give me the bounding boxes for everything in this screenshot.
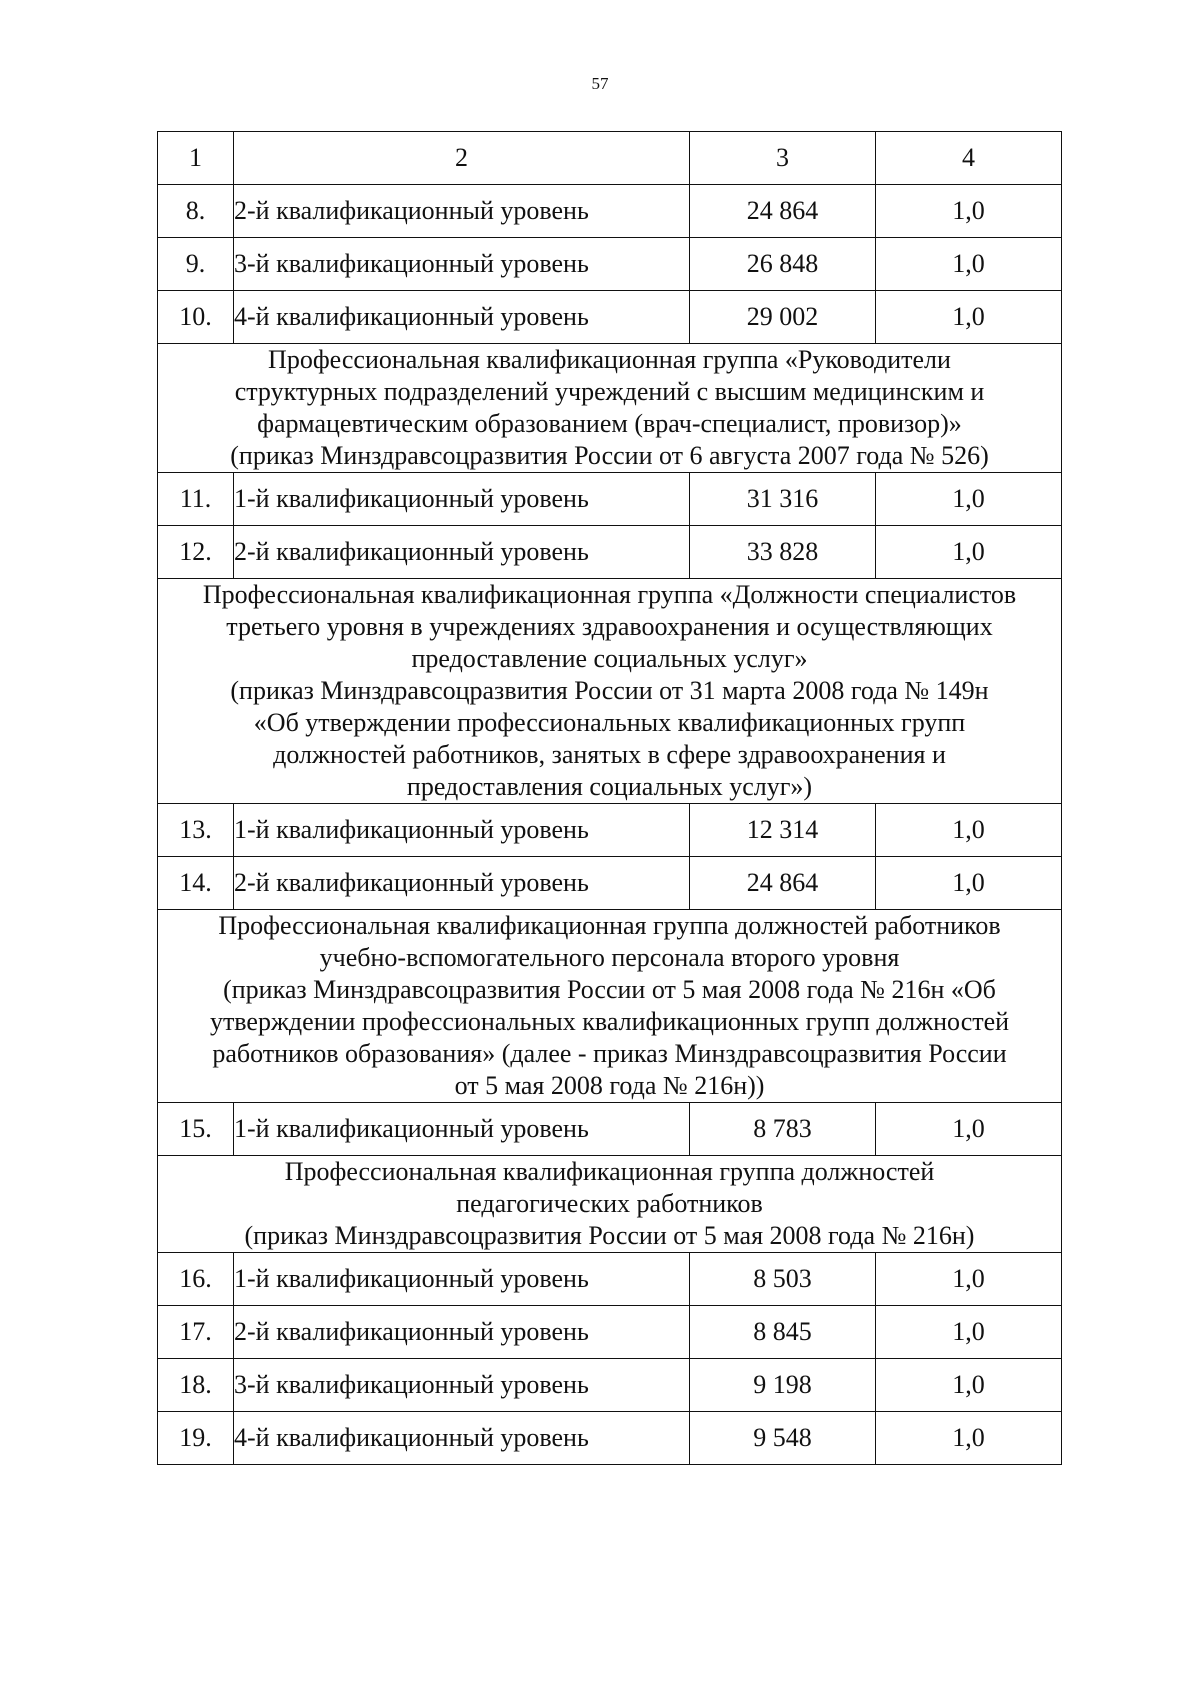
group-heading-line: структурных подразделений учреждений с высшим медицинским и — [234, 377, 985, 406]
table-row — [158, 857, 1062, 910]
row-level-name: 1-й квалификационный уровень — [234, 804, 690, 857]
group-heading-line: учебно-вспомогательного персонала второго уровня — [319, 943, 900, 972]
group-heading — [158, 579, 1062, 804]
table-row — [158, 804, 1062, 857]
table-body — [158, 132, 1062, 1465]
header-row — [158, 132, 1062, 185]
table-row — [158, 473, 1062, 526]
row-number: 8. — [158, 185, 234, 238]
group-heading — [158, 910, 1062, 1103]
row-coefficient: 1,0 — [876, 1103, 1062, 1156]
header-cell-2: 2 — [234, 132, 690, 185]
row-coefficient: 1,0 — [876, 185, 1062, 238]
row-coefficient: 1,0 — [876, 291, 1062, 344]
row-salary-value: 31 316 — [690, 473, 876, 526]
row-coefficient: 1,0 — [876, 1412, 1062, 1465]
row-level-name: 2-й квалификационный уровень — [234, 185, 690, 238]
group-heading-line: «Об утверждении профессиональных квалификационных групп — [253, 708, 966, 737]
group-heading-line: Профессиональная квалификационная группа должностей работников — [218, 911, 1001, 940]
row-number: 18. — [158, 1359, 234, 1412]
row-coefficient: 1,0 — [876, 1306, 1062, 1359]
row-salary-value: 9 548 — [690, 1412, 876, 1465]
group-heading-line: (приказ Минздравсоцразвития России от 5 мая 2008 года № 216н) — [244, 1221, 975, 1250]
table-row — [158, 238, 1062, 291]
group-heading-line: Профессиональная квалификационная группа «Должности специалистов — [202, 580, 1017, 609]
group-heading-line: третьего уровня в учреждениях здравоохранения и осуществляющих — [226, 612, 993, 641]
group-heading-line: предоставление социальных услуг» — [411, 644, 808, 673]
row-coefficient: 1,0 — [876, 473, 1062, 526]
row-level-name: 3-й квалификационный уровень — [234, 238, 690, 291]
row-coefficient: 1,0 — [876, 804, 1062, 857]
header-cell-3: 3 — [690, 132, 876, 185]
header-cell-1: 1 — [158, 132, 234, 185]
row-salary-value: 8 783 — [690, 1103, 876, 1156]
row-number: 15. — [158, 1103, 234, 1156]
row-salary-value: 8 845 — [690, 1306, 876, 1359]
table-row — [158, 526, 1062, 579]
row-number: 12. — [158, 526, 234, 579]
row-salary-value: 24 864 — [690, 185, 876, 238]
header-cell-4: 4 — [876, 132, 1062, 185]
row-number: 14. — [158, 857, 234, 910]
row-coefficient: 1,0 — [876, 857, 1062, 910]
row-coefficient: 1,0 — [876, 1359, 1062, 1412]
row-number: 13. — [158, 804, 234, 857]
row-salary-value: 26 848 — [690, 238, 876, 291]
group-heading-line: педагогических работников — [456, 1189, 763, 1218]
row-salary-value: 24 864 — [690, 857, 876, 910]
group-heading-line: фармацевтическим образованием (врач-специалист, провизор)» — [257, 409, 962, 438]
row-salary-value: 8 503 — [690, 1253, 876, 1306]
group-heading-line: (приказ Минздравсоцразвития России от 5 мая 2008 года № 216н «Об — [223, 975, 996, 1004]
row-number: 9. — [158, 238, 234, 291]
row-level-name: 3-й квалификационный уровень — [234, 1359, 690, 1412]
table-row — [158, 1412, 1062, 1465]
row-number: 17. — [158, 1306, 234, 1359]
row-level-name: 2-й квалификационный уровень — [234, 857, 690, 910]
row-level-name: 4-й квалификационный уровень — [234, 291, 690, 344]
row-level-name: 1-й квалификационный уровень — [234, 1253, 690, 1306]
row-salary-value: 12 314 — [690, 804, 876, 857]
group-heading-line: Профессиональная квалификационная группа «Руководители — [268, 345, 951, 374]
page-number: 57 — [591, 74, 609, 93]
group-heading — [158, 1156, 1062, 1253]
group-heading-line: работников образования» (далее - приказ Минздравсоцразвития России — [212, 1039, 1007, 1068]
group-heading-line: Профессиональная квалификационная группа должностей — [284, 1157, 935, 1186]
group-heading-line: должностей работников, занятых в сфере здравоохранения и — [273, 740, 946, 769]
table-row — [158, 185, 1062, 238]
group-heading-line: предоставления социальных услуг») — [406, 772, 813, 801]
row-number: 16. — [158, 1253, 234, 1306]
table-row — [158, 1359, 1062, 1412]
group-heading-line: от 5 мая 2008 года № 216н)) — [454, 1071, 765, 1100]
row-level-name: 1-й квалификационный уровень — [234, 473, 690, 526]
table-row — [158, 291, 1062, 344]
row-number: 10. — [158, 291, 234, 344]
group-heading-row — [158, 344, 1062, 473]
row-coefficient: 1,0 — [876, 238, 1062, 291]
row-salary-value: 33 828 — [690, 526, 876, 579]
row-level-name: 2-й квалификационный уровень — [234, 526, 690, 579]
row-level-name: 4-й квалификационный уровень — [234, 1412, 690, 1465]
group-heading-line: (приказ Минздравсоцразвития России от 31 марта 2008 года № 149н — [230, 676, 989, 705]
group-heading-row — [158, 1156, 1062, 1253]
group-heading — [158, 344, 1062, 473]
table-row — [158, 1306, 1062, 1359]
group-heading-line: утверждении профессиональных квалификационных групп должностей — [209, 1007, 1010, 1036]
row-number: 19. — [158, 1412, 234, 1465]
table-row — [158, 1103, 1062, 1156]
group-heading-row — [158, 910, 1062, 1103]
row-salary-value: 9 198 — [690, 1359, 876, 1412]
group-heading-row — [158, 579, 1062, 804]
row-number: 11. — [158, 473, 234, 526]
table-row — [158, 1253, 1062, 1306]
row-level-name: 2-й квалификационный уровень — [234, 1306, 690, 1359]
row-salary-value: 29 002 — [690, 291, 876, 344]
salary-table — [157, 131, 1062, 1465]
row-coefficient: 1,0 — [876, 1253, 1062, 1306]
row-level-name: 1-й квалификационный уровень — [234, 1103, 690, 1156]
row-coefficient: 1,0 — [876, 526, 1062, 579]
group-heading-line: (приказ Минздравсоцразвития России от 6 августа 2007 года № 526) — [230, 441, 989, 470]
